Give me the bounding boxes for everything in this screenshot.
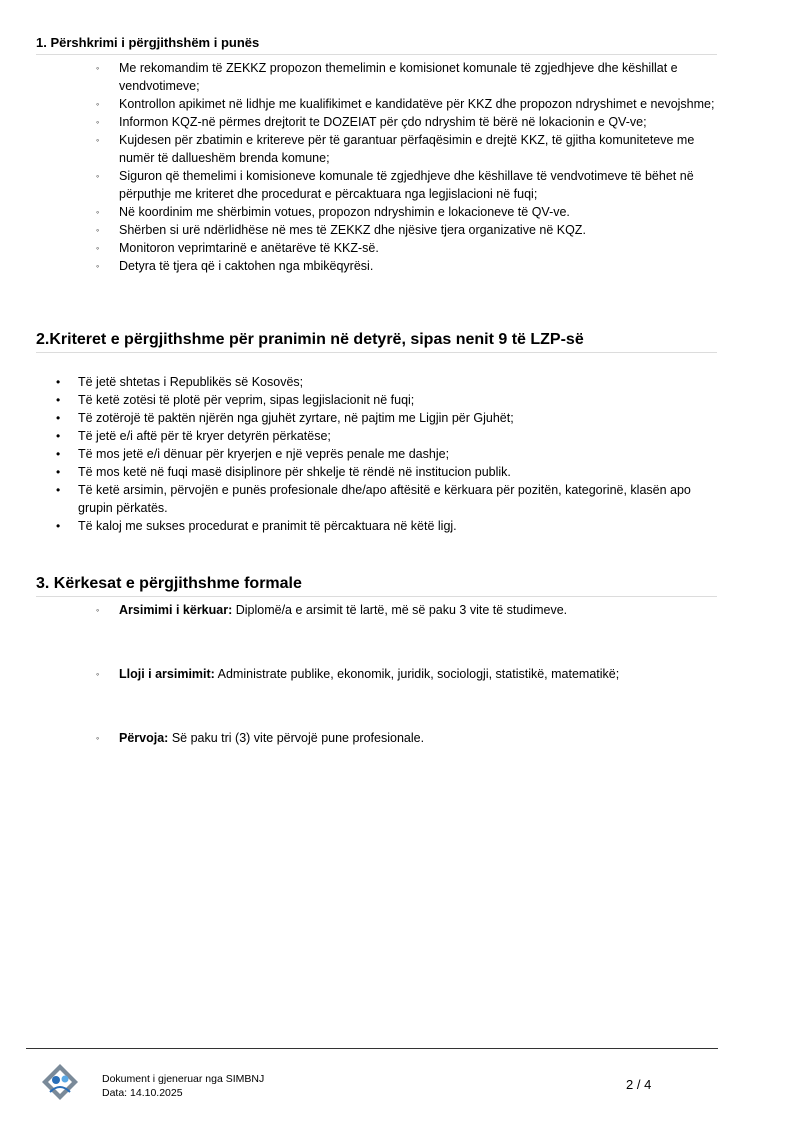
- simbnj-logo-icon: [40, 1062, 80, 1102]
- list-item: ◦ Shërben si urë ndërlidhëse në mes të ZEKKZ dhe njësive tjera organizative në KQZ.: [96, 223, 586, 237]
- section-title: 2.Kriteret e përgjithshme për pranimin në detyrë, sipas nenit 9 të LZP-së: [36, 331, 717, 353]
- list-item: ◦ Informon KQZ-në përmes drejtorit te DOZEIAT për çdo ndryshim të bërë në lokacionin e QV-ve;: [96, 115, 647, 129]
- list-item: • Të jetë shtetas i Republikës së Kosovës;: [56, 375, 304, 389]
- requirement-label: Përvoja:: [119, 731, 169, 745]
- list-item: ◦ Kontrollon apikimet në lidhje me kualifikimet e kandidatëve për KKZ dhe propozon ndryshimet e nevojshme;: [96, 97, 715, 111]
- list-item: ◦ Monitoron veprimtarinë e anëtarëve të KKZ-së.: [96, 241, 379, 255]
- requirements-list: [36, 601, 717, 747]
- requirement-text: Diplomë/a e arsimit të lartë, më së paku 3 vite të studimeve.: [232, 603, 568, 617]
- list-item: • Të mos ketë në fuqi masë disiplinore për shkelje të rëndë në institucion publik.: [56, 465, 511, 479]
- list-item: • Të ketë arsimin, përvojën e punës profesionale dhe/apo aftësitë e kërkuara për pozitën, kategorinë, klasën apo grupin përkatës.: [56, 483, 691, 515]
- list-item: • Të mos jetë e/i dënuar për kryerjen e një veprës penale me dashje;: [56, 447, 450, 461]
- page-number: 2 / 4: [626, 1077, 652, 1092]
- list-item: • Të ketë zotësi të plotë për veprim, sipas legjislacionit në fuqi;: [56, 393, 415, 407]
- section-job-description: [36, 35, 717, 275]
- list-item: • Të jetë e/i aftë për të kryer detyrën përkatëse;: [56, 429, 331, 443]
- section-general-criteria: [36, 331, 717, 535]
- section-formal-requirements: [36, 575, 717, 793]
- footer-divider: [26, 1048, 718, 1049]
- list-item: ◦ Në koordinim me shërbimin votues, propozon ndryshimin e lokacioneve të QV-ve.: [96, 205, 570, 219]
- footer-info: [102, 1072, 264, 1100]
- requirement-text: Së paku tri (3) vite përvojë pune profesionale.: [168, 731, 425, 745]
- requirement-text: Administrate publike, ekonomik, juridik, sociologji, statistikë, matematikë;: [214, 667, 620, 681]
- list-item: ◦ Përvoja: Së paku tri (3) vite përvojë pune profesionale.: [96, 731, 425, 745]
- criteria-list: [36, 373, 717, 535]
- list-item: ◦ Lloji i arsimimit: Administrate publike, ekonomik, juridik, sociologji, statistikë, matematikë;: [96, 667, 620, 681]
- job-duties-list: [36, 59, 717, 275]
- list-item: • Të zotërojë të paktën njërën nga gjuhët zyrtare, në pajtim me Ligjin për Gjuhët;: [56, 411, 514, 425]
- requirement-label: Lloji i arsimimit:: [119, 667, 215, 681]
- list-item: ◦ Arsimimi i kërkuar: Diplomë/a e arsimit të lartë, më së paku 3 vite të studimeve.: [96, 603, 568, 617]
- requirement-label: Arsimimi i kërkuar:: [119, 603, 233, 617]
- list-item: • Të kaloj me sukses procedurat e pranimit të përcaktuara në këtë ligj.: [56, 519, 457, 533]
- list-item: ◦ Siguron që themelimi i komisioneve komunale të zgjedhjeve dhe këshillave të vendvotimeve të bëhet në përputhje me kriteret dhe procedurat e përcaktuara nga legjislacioni në fuqi;: [96, 169, 694, 201]
- date-text: Data: 14.10.2025: [102, 1087, 183, 1099]
- list-item: ◦ Kujdesen për zbatimin e kritereve për të garantuar përfaqësimin e drejtë KKZ, të gjitha komuniteteve me numër të dallueshëm brenda komune;: [96, 133, 695, 165]
- generated-by-text: Dokument i gjeneruar nga SIMBNJ: [102, 1073, 265, 1085]
- section-title: 3. Kërkesat e përgjithshme formale: [36, 575, 717, 597]
- list-item: ◦ Detyra të tjera që i caktohen nga mbikëqyrësi.: [96, 259, 374, 273]
- section-title: 1. Përshkrimi i përgjithshëm i punës: [36, 35, 717, 55]
- list-item: ◦ Me rekomandim të ZEKKZ propozon themelimin e komisionet komunale të zgjedhjeve dhe këshillat e vendvotimeve;: [96, 61, 678, 93]
